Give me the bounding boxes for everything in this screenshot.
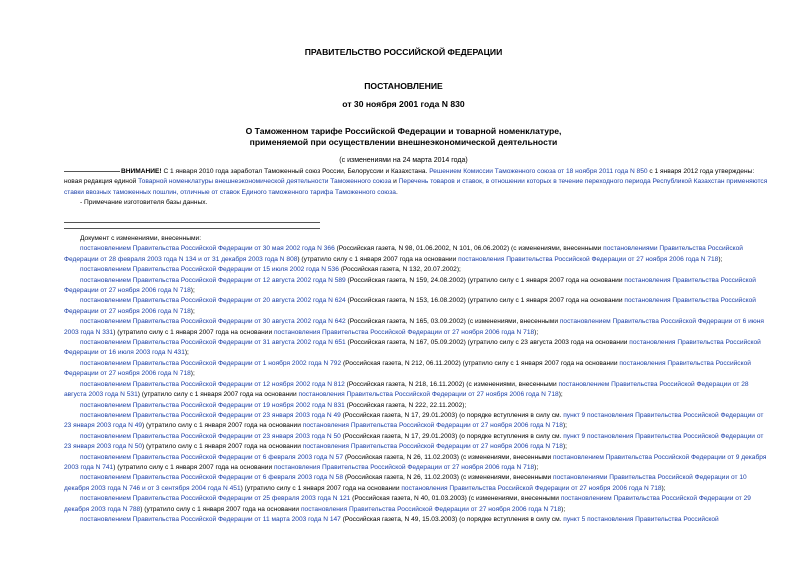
government-heading: ПРАВИТЕЛЬСТВО РОССИЙСКОЙ ФЕДЕРАЦИИ	[304, 47, 503, 57]
amendment-text: );	[534, 328, 539, 336]
list-item	[64, 515, 768, 525]
amendment-link[interactable]: постановлением Правительства Российской Федерации от 31 августа 2002 года N 651	[80, 339, 346, 347]
amendment-text: );	[190, 287, 195, 295]
amendment-text: (Российская газета, N 212, 06.11.2002) (утратило силу с 1 января 2007 года на основании	[341, 359, 620, 367]
amendment-link[interactable]: пункт 9 постановления Правительства Российской Федерации от 23 января 2003 года N 49	[64, 411, 764, 430]
repeal-link[interactable]: постановления Правительства Российской Федерации от 27 ноября 2006 года N 718	[401, 484, 662, 492]
list-item	[64, 494, 768, 515]
doc-title-line-2: применяемой при осуществлении внешнеэкономической деятельности	[249, 137, 558, 147]
attention-text-3: и	[391, 178, 399, 186]
list-item	[64, 244, 768, 265]
amendment-text: ) (утратило силу с 1 января 2007 года на основании	[142, 422, 303, 430]
repeal-link[interactable]: постановления Правительства Российской Федерации от 27 ноября 2006 года N 718	[302, 443, 563, 451]
list-item	[64, 276, 768, 297]
doc-date: от 30 ноября 2001 года N 830	[342, 99, 465, 109]
list-item	[64, 453, 768, 474]
amendment-text: );	[718, 255, 723, 263]
repeal-link[interactable]: постановления Правительства Российской Федерации от 27 ноября 2006 года N 718	[273, 328, 535, 336]
changes-block	[64, 234, 768, 525]
amendment-text: (Российская газета, N 26, 11.02.2003) (с изменениями, внесенными	[343, 453, 553, 461]
amendment-link[interactable]: постановлениями Правительства Российской Федерации от 28 февраля 2003 года N 134 и от 31 декабря 2003 года N 808	[64, 245, 743, 263]
divider	[64, 228, 320, 229]
amendment-text: );	[190, 307, 195, 315]
amendment-link[interactable]: постановлением Правительства Российской Федерации от 15 июля 2002 года N 536	[80, 266, 339, 274]
amendment-text: );	[562, 422, 567, 430]
amendment-link[interactable]: постановлением Правительства Российской Федерации от 6 февраля 2003 года N 57	[80, 453, 344, 461]
repeal-link[interactable]: постановления Правительства Российской Федерации от 27 ноября 2006 года N 718	[64, 276, 756, 295]
amendment-text: (Российская газета, N 26, 11.02.2003) (с изменениями, внесенными	[343, 474, 553, 482]
amendment-link[interactable]: постановлением Правительства Российской Федерации от 28 августа 2003 года N 531	[64, 380, 749, 399]
amendment-text: ) (утратило силу с 1 января 2007 года на основании	[113, 463, 274, 471]
list-item	[64, 380, 768, 401]
repeal-link[interactable]: постановления Правительства Российской Федерации от 27 ноября 2006 года N 718	[298, 391, 559, 399]
amendment-text: );	[534, 463, 539, 471]
amendment-text: (Российская газета, N 165, 03.09.2002) (с изменениями, внесенными	[345, 318, 560, 326]
divider	[64, 222, 320, 223]
amendment-link[interactable]: пункт 9 постановления Правительства Российской Федерации от 23 января 2003 года N 50	[64, 432, 764, 451]
changes-intro: Документ с изменениями, внесенными:	[80, 235, 202, 242]
amendment-text: ) (утратило силу с 1 января 2007 года на основании	[297, 255, 459, 263]
amendment-link[interactable]: постановлением Правительства Российской Федерации от 25 февраля 2003 года N 121	[80, 495, 351, 503]
amendment-link[interactable]: постановлением Правительства Российской Федерации от 1 ноября 2002 года N 792	[80, 359, 342, 367]
amendment-text: (Российская газета, N 98, 01.06.2002, N 101, 06.06.2002) (с изменениями, внесенными	[334, 245, 604, 253]
repeal-link[interactable]: постановления Правительства Российской Федерации от 27 ноября 2006 года N 718	[273, 463, 535, 471]
list-item	[64, 473, 768, 494]
amendment-text: (Российская газета, N 17, 29.01.2003) (о порядке вступления в силу см.	[340, 411, 564, 419]
amendment-text: ) (утратило силу с 1 января 2007 года на основании	[142, 443, 303, 451]
amendment-link[interactable]: постановлением Правительства Российской Федерации от 6 февраля 2003 года N 58	[80, 474, 344, 482]
list-item	[64, 401, 768, 411]
amendment-link[interactable]: постановлением Правительства Российской Федерации от 6 июня 2003 года N 331	[64, 318, 764, 336]
list-item	[64, 432, 768, 453]
amendment-text: (Российская газета, N 159, 24.08.2002) (утратило силу с 1 января 2007 года на основании	[345, 276, 625, 284]
amendment-text: ) (утратило силу с 1 января 2007 года на основании	[240, 484, 402, 492]
amendment-link[interactable]: постановлением Правительства Российской Федерации от 9 декабря 2003 года N 741	[64, 453, 767, 471]
amendment-link[interactable]: постановлением Правительства Российской Федерации от 20 августа 2002 года N 624	[80, 297, 346, 305]
list-item	[64, 359, 768, 380]
amendment-link[interactable]: постановлением Правительства Российской Федерации от 19 ноября 2002 года N 831	[80, 401, 345, 409]
attention-text-1: С 1 января 2010 года заработал Таможенный союз России, Белоруссии и Казахстана.	[161, 168, 430, 175]
amendment-text: (Российская газета, N 153, 16.08.2002) (утратило силу с 1 января 2007 года на основании	[345, 297, 625, 305]
amendment-link[interactable]: постановлением Правительства Российской Федерации от 11 марта 2003 года N 147	[80, 515, 341, 523]
amendment-text: );	[184, 349, 189, 357]
amendment-text: );	[562, 443, 567, 451]
amendment-text: );	[561, 505, 566, 513]
amendment-text: );	[190, 370, 195, 378]
list-item	[64, 296, 768, 317]
nomenclature-link[interactable]: Товарной номенклатуры внешнеэкономической деятельности Таможенного союза	[138, 178, 392, 186]
repeal-link[interactable]: постановления Правительства Российской Федерации от 27 ноября 2006 года N 718	[64, 297, 756, 315]
amendment-text: );	[661, 484, 666, 492]
amendment-link[interactable]: постановлением Правительства Российской Федерации от 12 августа 2002 года N 589	[80, 276, 346, 284]
attention-block	[64, 167, 768, 209]
amendment-text: (Российская газета, N 132, 20.07.2002);	[338, 266, 461, 274]
amendment-text: ) (утратило силу с 1 января 2007 года на основании	[113, 328, 274, 336]
amendment-text: ) (утратило силу с 1 января 2007 года на основании	[137, 391, 299, 399]
repeal-link[interactable]: постановления Правительства Российской Федерации от 27 ноября 2006 года N 718	[300, 505, 562, 513]
amendment-text: );	[558, 391, 563, 399]
amendment-text: (Российская газета, N 218, 16.11.2002) (с изменениями, внесенными	[344, 380, 559, 388]
repeal-link[interactable]: постановления Правительства Российской Федерации от 27 ноября 2006 года N 718	[64, 359, 751, 378]
repeal-link[interactable]: постановления Правительства Российской Федерации от 16 июля 2003 года N 431	[64, 339, 761, 357]
amendment-text: (Российская газета, N 222, 22.11.2002);	[344, 401, 467, 409]
doc-title-line-1: О Таможенном тарифе Российской Федерации и товарной номенклатуре,	[245, 126, 562, 136]
amendment-link[interactable]: постановлением Правительства Российской Федерации от 30 августа 2002 года N 642	[80, 318, 346, 326]
amendment-link[interactable]: постановлением Правительства Российской Федерации от 29 декабря 2003 года N 788	[64, 495, 751, 513]
amendment-text: (Российская газета, N 17, 29.01.2003) (о порядке вступления в силу см.	[340, 432, 564, 440]
goods-list-link[interactable]: Перечень товаров и ставок, в отношении которых в течение переходного периода Республикой Казахстан применяются ставки ввозных таможенных пошлин, отличные от ставок Единого таможенного тарифа Таможенного союза	[64, 178, 768, 196]
amendment-link[interactable]: постановлениями Правительства Российской Федерации от 10 декабря 2003 года N 746 и от 3 сентября 2004 года N 451	[64, 474, 747, 492]
attention-text-2: с 1 января 2012 года утверждены: новая редакция единой	[64, 168, 755, 186]
list-item	[64, 411, 768, 432]
amendment-text: (Российская газета, N 49, 15.03.2003) (о порядке вступления в силу см.	[340, 515, 564, 523]
amendment-link[interactable]: пункт 5 постановления Правительства Российской	[563, 515, 719, 523]
amendment-link[interactable]: постановлением Правительства Российской Федерации от 23 января 2003 года N 49	[80, 411, 341, 419]
amendment-link[interactable]: постановлением Правительства Российской Федерации от 30 мая 2002 года N 366	[80, 245, 335, 253]
amendment-link[interactable]: постановлением Правительства Российской Федерации от 23 января 2003 года N 50	[80, 432, 341, 440]
amended-note: (с изменениями на 24 марта 2014 года)	[339, 157, 468, 164]
list-item	[64, 338, 768, 359]
commission-decision-link[interactable]: Решением Комиссии Таможенного союза от 18 ноября 2011 года N 850	[429, 168, 648, 175]
attention-label: ВНИМАНИЕ!	[121, 168, 162, 175]
db-note: - Примечание изготовителя базы данных.	[80, 199, 208, 207]
amendment-link[interactable]: постановлением Правительства Российской Федерации от 12 ноября 2002 года N 812	[80, 380, 345, 388]
amendment-text: (Российская газета, N 167, 05.09.2002) (утратило силу с 23 августа 2003 года на основании	[345, 339, 630, 347]
repeal-link[interactable]: постановления Правительства Российской Федерации от 27 ноября 2006 года N 718	[458, 255, 719, 263]
attention-paragraph	[64, 167, 768, 198]
amendment-text: ) (утратило силу с 1 января 2007 года на основании	[140, 505, 301, 513]
attention-text-4: .	[395, 188, 398, 196]
amendment-text: (Российская газета, N 40, 01.03.2003) (с изменениями, внесенными	[350, 495, 561, 503]
repeal-link[interactable]: постановления Правительства Российской Федерации от 27 ноября 2006 года N 718	[302, 422, 563, 430]
list-item	[64, 265, 768, 275]
list-item	[64, 317, 768, 338]
doc-type-heading: ПОСТАНОВЛЕНИЕ	[364, 81, 443, 91]
